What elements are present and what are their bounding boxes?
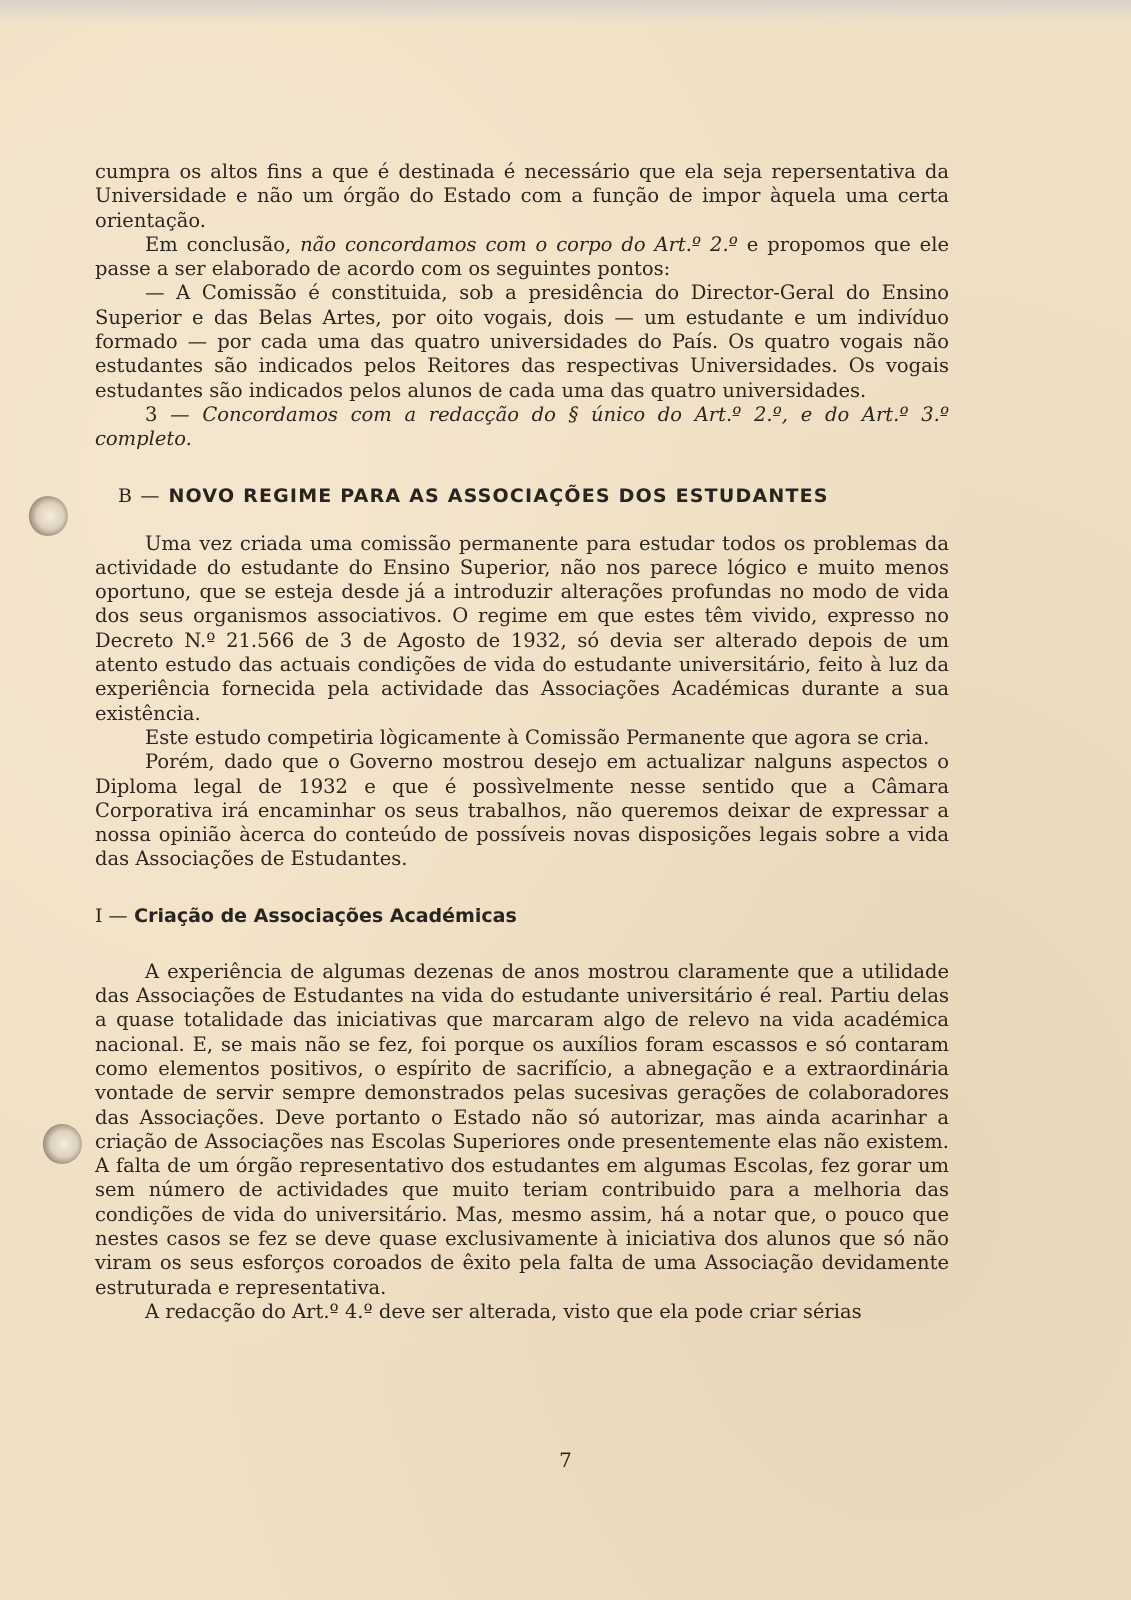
section-i-prefix: I — [95,904,128,927]
section-b-paragraph: Uma vez criada uma comissão permanente para estudar todos os problemas da actividade do estudante do Ensino Superior, não nos parece lógico e muito menos oportuno, que se esteja desde já a introduzir alterações profundas no modo de vida dos seus organismos associativos. O regime em que estes têm vivido, expresso no Decreto N.º 21.566 de 3 de Agosto de 1932, só devia ser alterado depois de um atento estudo das actuais condições de vida do estudante universitário, feito à luz da experiência fornecida pela actividade das Associações Académicas durante a sua existência. [95,531,949,725]
point-3-text: Concordamos com a redacção do § único do Art.º 2.º, e do Art.º 3.º completo. [95,402,949,451]
point-3-number: 3 — [145,402,203,426]
paper-top-edge [0,0,1131,24]
section-b-paragraph: Porém, dado que o Governo mostrou desejo em actualizar nalguns aspectos o Diploma legal de 1932 e que é possìvelmente nesse sentido que a Câmara Corporativa irá encaminhar os seus trabalhos, não queremos deixar de expressar a nossa opinião àcerca do conteúdo de possíveis novas disposições legais sobre a vida das Associações de Estudantes. [95,750,949,871]
section-i-title: Criação de Associações Académicas [134,904,517,927]
section-b-heading [95,484,949,508]
section-b-paragraph: Este estudo competiria lògicamente à Comissão Permanente que agora se cria. [145,725,930,749]
section-b-title: NOVO REGIME PARA AS ASSOCIAÇÕES DOS ESTUDANTES [168,484,829,507]
commission-paragraph: — A Comissão é constituida, sob a presidência do Director-Geral do Ensino Superior e das Belas Artes, por oito vogais, dois — um estudante e um indivíduo formado — por cada uma das quatro universidades do País. Os quatro vogais não estudantes são indicados pelos Reitores das respectivas Universidades. Os vogais estudantes são indicados pelos alunos de cada uma das quatro universidades. [95,281,949,402]
punch-hole [42,1124,82,1164]
point-3-paragraph [95,403,949,452]
conclusion-lead: Em conclusão, [145,232,301,256]
conclusion-emphasis: não concordamos com o corpo do Art.º 2.º [300,232,738,256]
document-body [95,160,949,1324]
intro-paragraph: cumpra os altos fins a que é destinada é necessário que ela seja repersentativa da Universidade e não um órgão do Estado com a função de impor àquela uma certa orientação. [95,160,949,232]
section-i-heading [95,904,949,928]
page-number: 7 [559,1448,572,1472]
section-b-prefix: B — [118,484,161,507]
punch-hole [28,496,68,536]
conclusion-tail: e propomos que ele passe a ser elaborado de acordo com os seguintes pontos: [95,232,949,281]
conclusion-paragraph [95,233,949,282]
section-i-paragraph: A experiência de algumas dezenas de anos mostrou claramente que a utilidade das Associações de Estudantes na vida do estudante universitário é real. Partiu delas a quase totalidade das iniciativas que marcaram algo de relevo na vida académica nacional. E, se mais não se fez, foi porque os auxílios foram escassos e só contaram como elementos positivos, o espírito de sacrifício, a abnegação e a extraordinária vontade de servir sempre demonstrados pelas sucesivas gerações de colaboradores das Associações. Deve portanto o Estado não só autorizar, mas ainda acarinhar a criação de Associações nas Escolas Superiores onde presentemente elas não existem. A falta de um órgão representativo dos estudantes em algumas Escolas, fez gorar um sem número de actividades que muito teriam contribuido para a melhoria das condições de vida do universitário. Mas, mesmo assim, há a notar que, o pouco que nestes casos se fez se deve quase exclusivamente à iniciativa dos alunos que só não viram os seus esforços coroados de êxito pela falta de uma Associação devidamente estruturada e representativa. [95,959,949,1299]
section-i-paragraph: A redacção do Art.º 4.º deve ser alterada, visto que ela pode criar sérias [145,1299,862,1323]
